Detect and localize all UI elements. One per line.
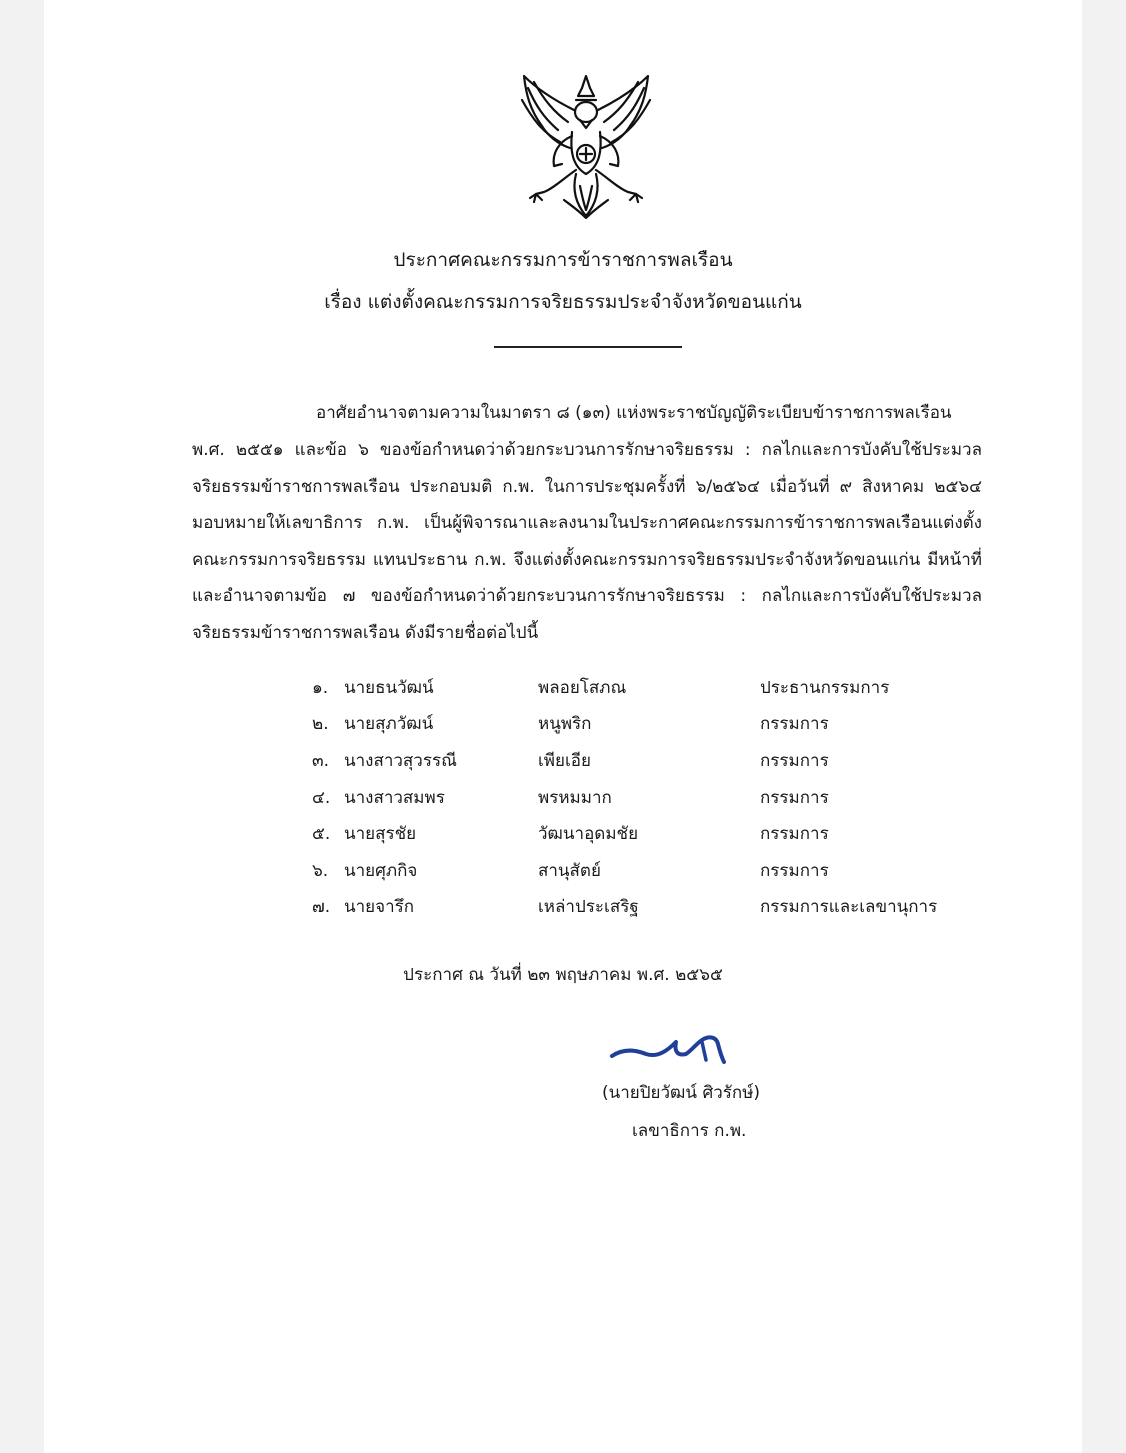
member-first-name: นายสุรชัย: [344, 824, 417, 844]
body-line: พ.ศ. ๒๕๕๑ และข้อ ๖ ของข้อกำหนดว่าด้วยกระบวนการรักษาจริยธรรม : กลไกและการบังคับใช้ประมวล: [192, 440, 982, 460]
member-first-name: นายสุภวัฒน์: [344, 714, 434, 734]
signer-title: เลขาธิการ ก.พ.: [632, 1121, 747, 1141]
member-first-name: นายศุภกิจ: [344, 861, 418, 881]
body-line: และอำนาจตามข้อ ๗ ของข้อกำหนดว่าด้วยกระบวนการรักษาจริยธรรม : กลไกและการบังคับใช้ประมวล: [192, 586, 982, 606]
body-line: คณะกรรมการจริยธรรม แทนประธาน ก.พ. จึงแต่งตั้งคณะกรรมการจริยธรรมประจำจังหวัดขอนแก่น มีหน้าที่: [192, 550, 982, 570]
member-last-name: สานุสัตย์: [538, 861, 601, 881]
garuda-emblem-icon: [514, 70, 659, 225]
document-subject: เรื่อง แต่งตั้งคณะกรรมการจริยธรรมประจำจังหวัดขอนแก่น: [324, 291, 802, 313]
member-last-name: เหล่าประเสริฐ: [538, 897, 639, 917]
member-first-name: นางสาวสมพร: [344, 788, 445, 808]
member-last-name: เพียเอีย: [538, 751, 591, 771]
member-row: [312, 675, 992, 701]
member-last-name: วัฒนาอุดมชัย: [538, 824, 639, 844]
signature-image: [606, 1020, 736, 1070]
member-number: ๓.: [312, 751, 330, 771]
member-role: กรรมการ: [760, 788, 829, 808]
member-role: กรรมการ: [760, 861, 829, 881]
member-last-name: พรหมมาก: [538, 788, 612, 808]
member-number: ๕.: [312, 824, 331, 844]
body-line: มอบหมายให้เลขาธิการ ก.พ. เป็นผู้พิจารณาและลงนามในประกาศคณะกรรมการข้าราชการพลเรือนแต่งตั้ง: [192, 513, 982, 533]
member-row: [312, 748, 992, 774]
document-title: ประกาศคณะกรรมการข้าราชการพลเรือน: [393, 249, 733, 271]
member-last-name: หนูพริก: [538, 714, 592, 734]
member-number: ๖.: [312, 861, 329, 881]
member-role: กรรมการและเลขานุการ: [760, 897, 938, 917]
member-role: กรรมการ: [760, 751, 829, 771]
member-number: ๗.: [312, 897, 331, 917]
document-page: [44, 0, 1082, 1453]
member-first-name: นายจารึก: [344, 897, 415, 917]
member-row: [312, 785, 992, 811]
body-line: จริยธรรมข้าราชการพลเรือน ประกอบมติ ก.พ. ในการประชุมครั้งที่ ๖/๒๕๖๔ เมื่อวันที่ ๙ สิงหาคม ๒๕๖๔: [192, 477, 982, 497]
member-number: ๒.: [312, 714, 329, 734]
member-last-name: พลอยโสภณ: [538, 678, 627, 698]
member-role: กรรมการ: [760, 714, 829, 734]
member-role: กรรมการ: [760, 824, 829, 844]
member-role: ประธานกรรมการ: [760, 678, 890, 698]
title-divider: [494, 346, 682, 348]
member-row: [312, 894, 992, 920]
member-number: ๑.: [312, 678, 329, 698]
member-row: [312, 858, 992, 884]
member-number: ๔.: [312, 788, 331, 808]
body-line: จริยธรรมข้าราชการพลเรือน ดังมีรายชื่อต่อไปนี้: [192, 623, 539, 643]
announcement-date: ประกาศ ณ วันที่ ๒๓ พฤษภาคม พ.ศ. ๒๕๖๕: [403, 965, 723, 985]
member-row: [312, 821, 992, 847]
body-line: อาศัยอำนาจตามความในมาตรา ๘ (๑๓) แห่งพระราชบัญญัติระเบียบข้าราชการพลเรือน: [316, 403, 952, 423]
member-first-name: นายธนวัฒน์: [344, 678, 434, 698]
member-first-name: นางสาวสุวรรณี: [344, 751, 457, 771]
member-row: [312, 711, 992, 737]
signer-name: (นายปิยวัฒน์ ศิวรักษ์): [602, 1083, 761, 1103]
